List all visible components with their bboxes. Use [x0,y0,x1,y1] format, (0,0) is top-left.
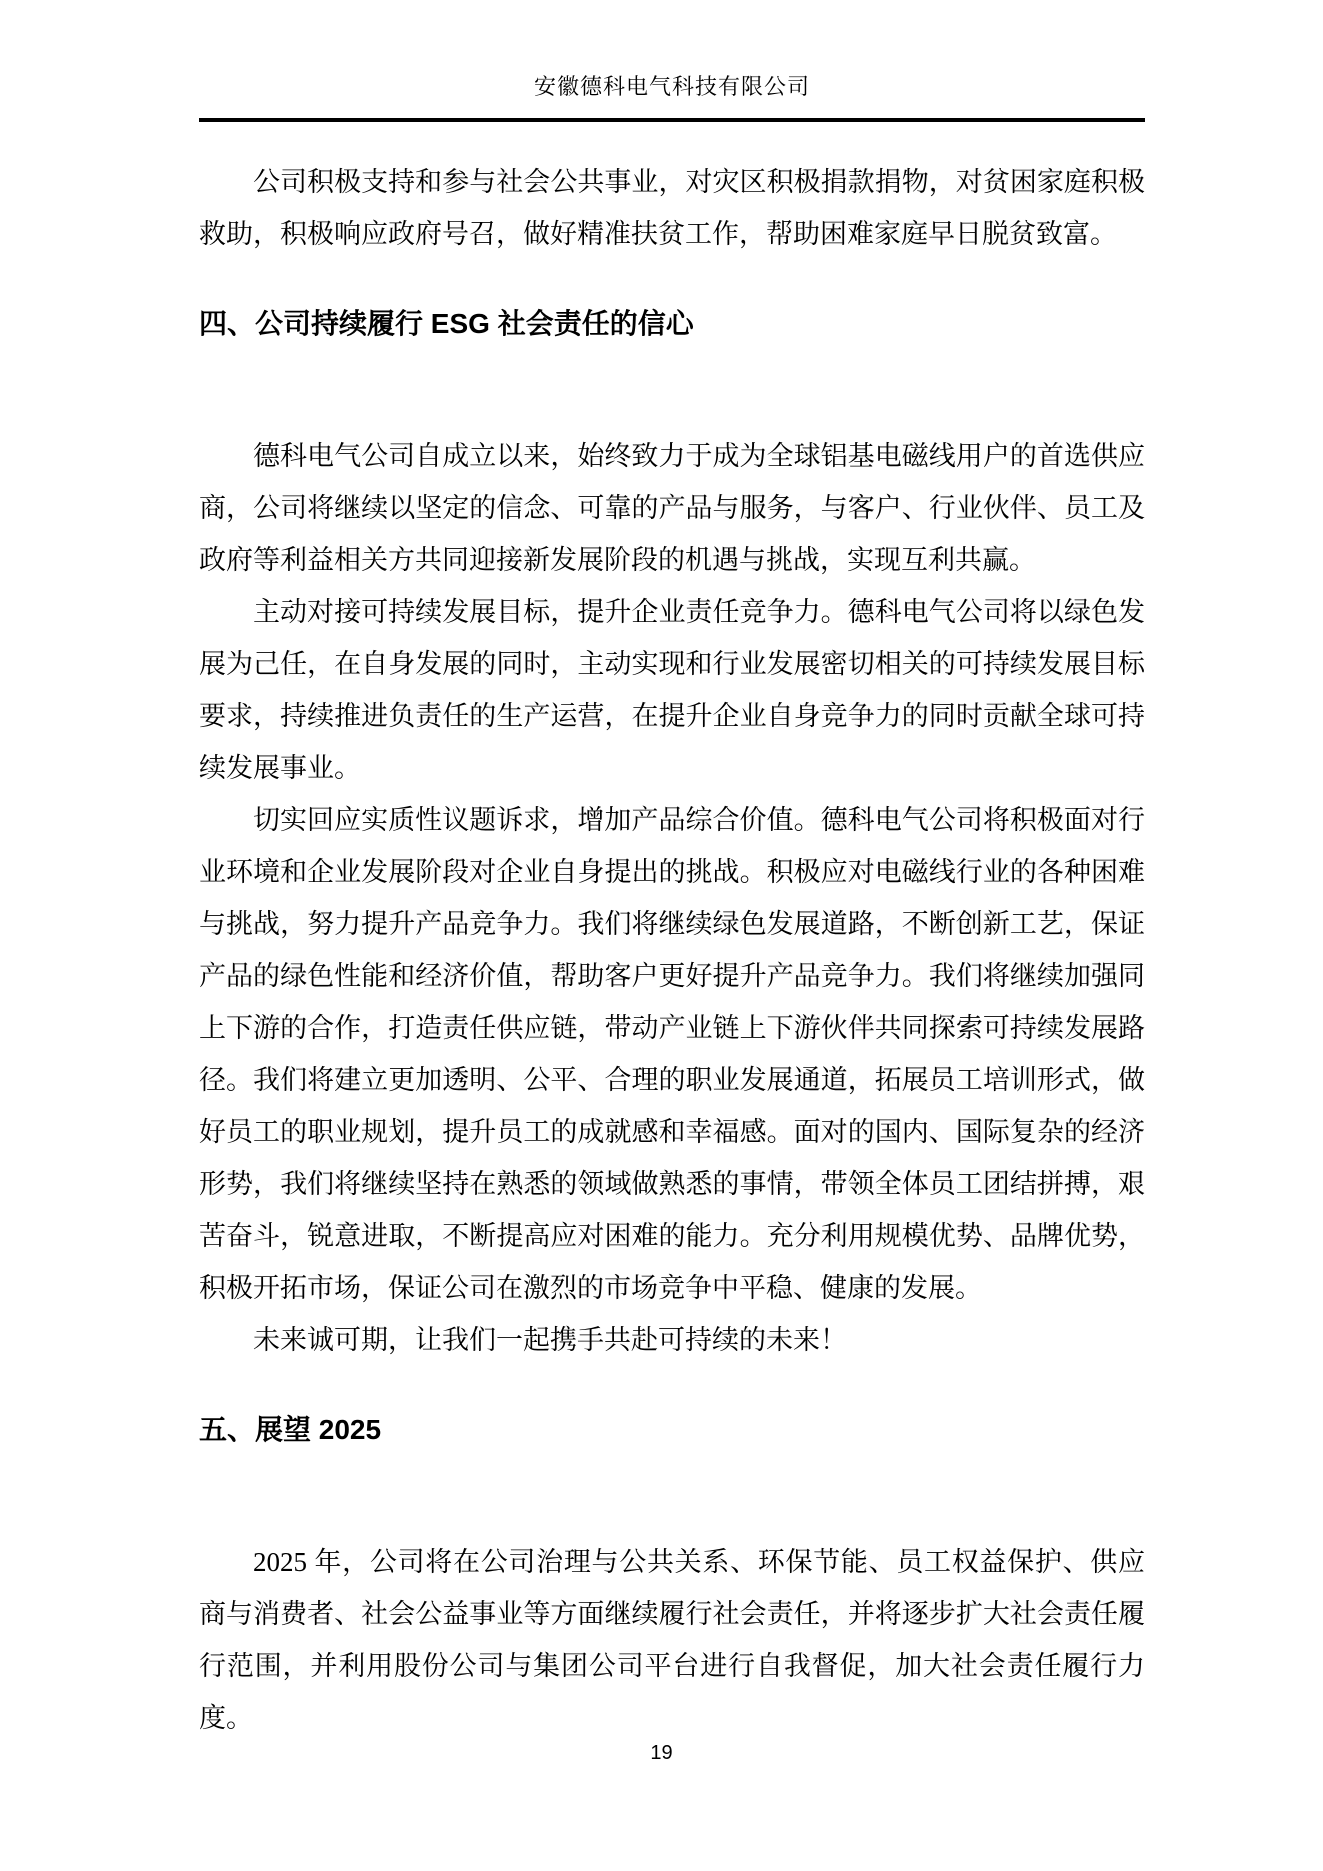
paragraph-intro: 公司积极支持和参与社会公共事业，对灾区积极捐款捐物，对贫困家庭积极救助，积极响应政府号召，做好精准扶贫工作，帮助困难家庭早日脱贫致富。 [199,167,1145,249]
header-rule [199,118,1145,122]
paragraph-section-four-4: 未来诚可期，让我们一起携手共赴可持续的未来！ [253,1325,847,1355]
document-body [199,156,1145,1744]
section-heading-four: 四、公司持续履行 ESG 社会责任的信心 [199,308,694,339]
paragraph-section-five-1: 2025 年，公司将在公司治理与公共关系、环保节能、员工权益保护、供应商与消费者、社会公益事业等方面继续履行社会责任，并将逐步扩大社会责任履行范围，并利用股份公司与集团公司平台进行自我督促，加大社会责任履行力度。 [199,1547,1145,1733]
page-footer [0,1738,1323,1768]
page-number: 19 [650,1742,673,1764]
header-company-name: 安徽德科电气科技有限公司 [533,74,810,99]
section-heading-five: 五、展望 2025 [199,1414,382,1445]
paragraph-section-four-3: 切实回应实质性议题诉求，增加产品综合价值。德科电气公司将积极面对行业环境和企业发展阶段对企业自身提出的挑战。积极应对电磁线行业的各种困难与挑战，努力提升产品竞争力。我们将继续绿色发展道路，不断创新工艺，保证产品的绿色性能和经济价值，帮助客户更好提升产品竞争力。我们将继续加强同上下游的合作，打造责任供应链，带动产业链上下游伙伴共同探索可持续发展路径。我们将建立更加透明、公平、合理的职业发展通道，拓展员工培训形式，做好员工的职业规划，提升员工的成就感和幸福感。面对的国内、国际复杂的经济形势，我们将继续坚持在熟悉的领域做熟悉的事情，带领全体员工团结拼搏，艰苦奋斗，锐意进取，不断提高应对困难的能力。充分利用规模优势、品牌优势，积极开拓市场，保证公司在激烈的市场竞争中平稳、健康的发展。 [199,805,1145,1303]
paragraph-section-four-1: 德科电气公司自成立以来，始终致力于成为全球铝基电磁线用户的首选供应商，公司将继续以坚定的信念、可靠的产品与服务，与客户、行业伙伴、员工及政府等利益相关方共同迎接新发展阶段的机遇与挑战，实现互利共赢。 [199,441,1145,575]
paragraph-section-four-2: 主动对接可持续发展目标，提升企业责任竞争力。德科电气公司将以绿色发展为己任，在自身发展的同时，主动实现和行业发展密切相关的可持续发展目标要求，持续推进负责任的生产运营，在提升企业自身竞争力的同时贡献全球可持续发展事业。 [199,597,1145,783]
page-header [0,0,1323,122]
